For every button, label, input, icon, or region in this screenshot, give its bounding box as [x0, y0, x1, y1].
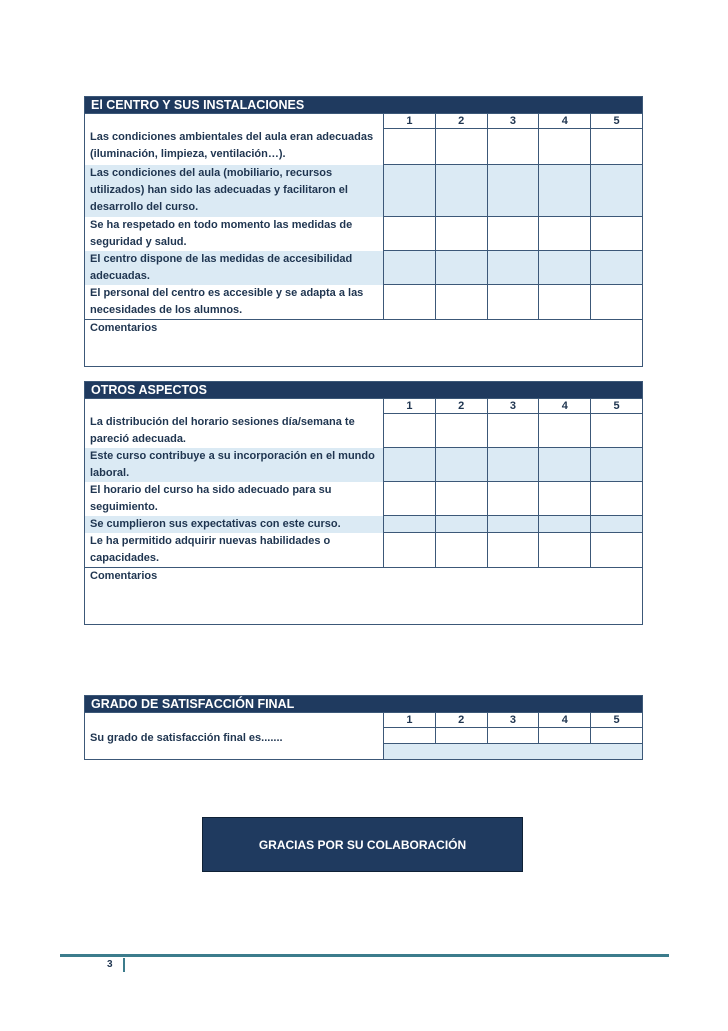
rating-cell-5[interactable] — [591, 285, 643, 320]
rating-cell-4[interactable] — [539, 414, 591, 448]
rating-cell-4[interactable] — [539, 728, 591, 744]
rating-cell-3[interactable] — [487, 285, 539, 320]
rating-cell-5[interactable] — [591, 165, 643, 217]
scale-2-label: 2 — [435, 713, 487, 728]
rating-cell-2[interactable] — [435, 217, 487, 251]
question-row — [85, 516, 643, 533]
rating-cell-2[interactable] — [435, 533, 487, 568]
section-title: GRADO DE SATISFACCIÓN FINAL — [85, 696, 643, 713]
rating-cell-3[interactable] — [487, 448, 539, 482]
rating-cell-4[interactable] — [539, 251, 591, 285]
question-row — [85, 533, 643, 568]
rating-cell-2[interactable] — [435, 448, 487, 482]
question-row — [85, 129, 643, 165]
rating-cell-4[interactable] — [539, 516, 591, 533]
question-row — [85, 448, 643, 482]
question-row — [85, 728, 643, 744]
comments-field[interactable]: Comentarios — [85, 567, 643, 624]
scale-4-label: 4 — [539, 114, 591, 129]
rating-cell-3[interactable] — [487, 533, 539, 568]
rating-cell-1[interactable] — [384, 251, 436, 285]
question-text: Se cumplieron sus expectativas con este curso. — [85, 516, 384, 533]
question-row — [85, 165, 643, 217]
shaded-answer-band — [384, 744, 643, 760]
rating-cell-2[interactable] — [435, 482, 487, 516]
page-number: 3 — [107, 958, 125, 972]
rating-cell-3[interactable] — [487, 728, 539, 744]
rating-cell-1[interactable] — [384, 165, 436, 217]
rating-cell-3[interactable] — [487, 414, 539, 448]
rating-cell-1[interactable] — [384, 448, 436, 482]
section-title: El CENTRO Y SUS INSTALACIONES — [85, 97, 643, 114]
scale-2-label: 2 — [435, 399, 487, 414]
rating-cell-5[interactable] — [591, 251, 643, 285]
rating-cell-5[interactable] — [591, 516, 643, 533]
question-text: Le ha permitido adquirir nuevas habilidades o capacidades. — [85, 533, 384, 568]
section-grado-satisfaccion — [84, 695, 643, 760]
scale-3-label: 3 — [487, 713, 539, 728]
rating-cell-5[interactable] — [591, 728, 643, 744]
question-text: El horario del curso ha sido adecuado para su seguimiento. — [85, 482, 384, 516]
rating-cell-5[interactable] — [591, 448, 643, 482]
question-row — [85, 217, 643, 251]
thanks-banner: GRACIAS POR SU COLABORACIÓN — [202, 817, 523, 872]
section-centro-instalaciones — [84, 96, 643, 367]
scale-1-label: 1 — [384, 399, 436, 414]
question-text: La distribución del horario sesiones día/semana te pareció adecuada. — [85, 414, 384, 448]
rating-cell-1[interactable] — [384, 129, 436, 165]
rating-cell-3[interactable] — [487, 129, 539, 165]
rating-cell-3[interactable] — [487, 516, 539, 533]
rating-cell-4[interactable] — [539, 165, 591, 217]
scale-5-label: 5 — [591, 713, 643, 728]
rating-cell-5[interactable] — [591, 414, 643, 448]
rating-cell-2[interactable] — [435, 414, 487, 448]
scale-4-label: 4 — [539, 399, 591, 414]
rating-cell-2[interactable] — [435, 728, 487, 744]
question-text: Este curso contribuye a su incorporación en el mundo laboral. — [85, 448, 384, 482]
scale-5-label: 5 — [591, 399, 643, 414]
rating-cell-2[interactable] — [435, 516, 487, 533]
scale-2-label: 2 — [435, 114, 487, 129]
question-text: El centro dispone de las medidas de accesibilidad adecuadas. — [85, 251, 384, 285]
question-row — [85, 414, 643, 448]
rating-cell-4[interactable] — [539, 217, 591, 251]
rating-cell-2[interactable] — [435, 285, 487, 320]
rating-cell-3[interactable] — [487, 482, 539, 516]
rating-cell-1[interactable] — [384, 533, 436, 568]
footer-rule — [60, 954, 669, 957]
rating-cell-5[interactable] — [591, 129, 643, 165]
rating-cell-2[interactable] — [435, 251, 487, 285]
rating-cell-4[interactable] — [539, 129, 591, 165]
question-text: Su grado de satisfacción final es....... — [85, 728, 384, 760]
rating-cell-1[interactable] — [384, 482, 436, 516]
question-row — [85, 482, 643, 516]
rating-cell-5[interactable] — [591, 533, 643, 568]
scale-5-label: 5 — [591, 114, 643, 129]
scale-3-label: 3 — [487, 114, 539, 129]
rating-cell-4[interactable] — [539, 285, 591, 320]
rating-cell-3[interactable] — [487, 251, 539, 285]
rating-cell-5[interactable] — [591, 482, 643, 516]
rating-cell-1[interactable] — [384, 728, 436, 744]
section-title: OTROS ASPECTOS — [85, 382, 643, 399]
rating-cell-1[interactable] — [384, 516, 436, 533]
rating-cell-1[interactable] — [384, 414, 436, 448]
scale-1-label: 1 — [384, 713, 436, 728]
rating-cell-1[interactable] — [384, 285, 436, 320]
question-text: Las condiciones ambientales del aula eran adecuadas (iluminación, limpieza, ventilación…). — [85, 129, 384, 165]
rating-cell-2[interactable] — [435, 165, 487, 217]
rating-cell-1[interactable] — [384, 217, 436, 251]
rating-cell-4[interactable] — [539, 482, 591, 516]
scale-3-label: 3 — [487, 399, 539, 414]
rating-cell-3[interactable] — [487, 217, 539, 251]
question-text: Las condiciones del aula (mobiliario, recursos utilizados) han sido las adecuadas y facilitaron el desarrollo del curso. — [85, 165, 384, 217]
question-row — [85, 251, 643, 285]
question-text: El personal del centro es accesible y se adapta a las necesidades de los alumnos. — [85, 285, 384, 320]
section-otros-aspectos — [84, 381, 643, 625]
rating-cell-2[interactable] — [435, 129, 487, 165]
rating-cell-4[interactable] — [539, 448, 591, 482]
question-text: Se ha respetado en todo momento las medidas de seguridad y salud. — [85, 217, 384, 251]
scale-1-label: 1 — [384, 114, 436, 129]
rating-cell-5[interactable] — [591, 217, 643, 251]
rating-cell-4[interactable] — [539, 533, 591, 568]
comments-field[interactable]: Comentarios — [85, 319, 643, 366]
question-row — [85, 285, 643, 320]
rating-cell-3[interactable] — [487, 165, 539, 217]
scale-4-label: 4 — [539, 713, 591, 728]
